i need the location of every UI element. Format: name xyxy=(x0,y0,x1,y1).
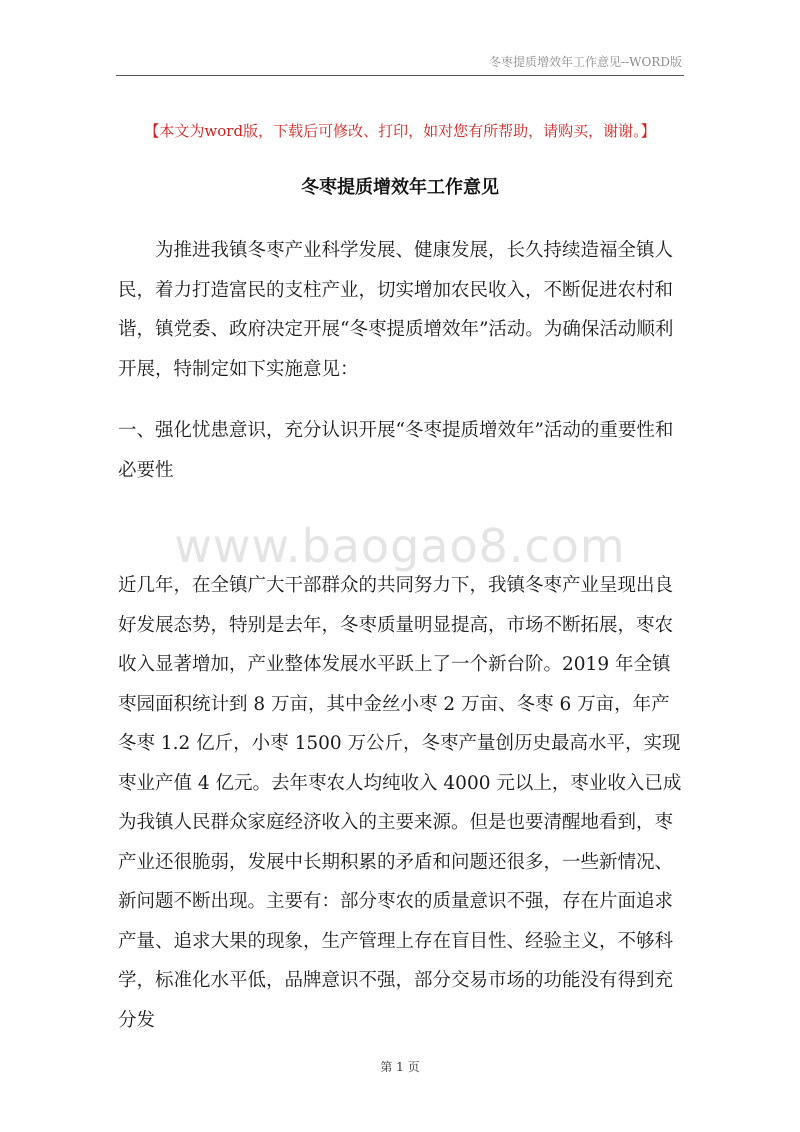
site-watermark: www.baogao8.com xyxy=(174,519,626,573)
running-header: 冬枣提质增效年工作意见--WORD版 xyxy=(489,55,682,69)
purchase-notice: 【本文为word版，下载后可修改、打印，如对您有所帮助，请购买，谢谢。】 xyxy=(144,122,656,140)
section-1-heading: 一、强化忧患意识，充分认识开展“冬枣提质增效年”活动的重要性和必要性 xyxy=(118,420,674,481)
document-title: 冬枣提质增效年工作意见 xyxy=(301,177,499,198)
header-divider xyxy=(116,75,684,76)
intro-paragraph: 为推进我镇冬枣产业科学发展、健康发展，长久持续造福全镇人民，着力打造富民的支柱产业，切实增加农民收入，不断促进农村和谐，镇党委、政府决定开展“冬枣提质增效年”活动。为确保活动顺利开展，特制定如下实施意见： xyxy=(118,240,674,380)
section-1-body: 近几年，在全镇广大干部群众的共同努力下，我镇冬枣产业呈现出良好发展态势，特别是去年，冬枣质量明显提高，市场不断拓展，枣农收入显著增加，产业整体发展水平跃上了一个新台阶。2019 年全镇枣园面积统计到 8 万亩，其中金丝小枣 2 万亩、冬枣 6 万亩，年产冬枣 1.2 亿斤，小枣 1500 万公斤，冬枣产量创历史最高水平，实现枣业产值 4 亿元。去年枣农人均纯收入 4000 元以上，枣业收入已成为我镇人民群众家庭经济收入的主要来源。但是也要清醒地看到，枣产业还很脆弱，发展中长期积累的矛盾和问题还很多，一些新情况、新问题不断出现。主要有：部分枣农的质量意识不强，存在片面追求产量、追求大果的现象，生产管理上存在盲目性、经验主义，不够科学，标准化水平低，品牌意识不强，部分交易市场的功能没有得到充分发 xyxy=(118,575,682,1031)
page-number: 第 1 页 xyxy=(380,1060,420,1074)
